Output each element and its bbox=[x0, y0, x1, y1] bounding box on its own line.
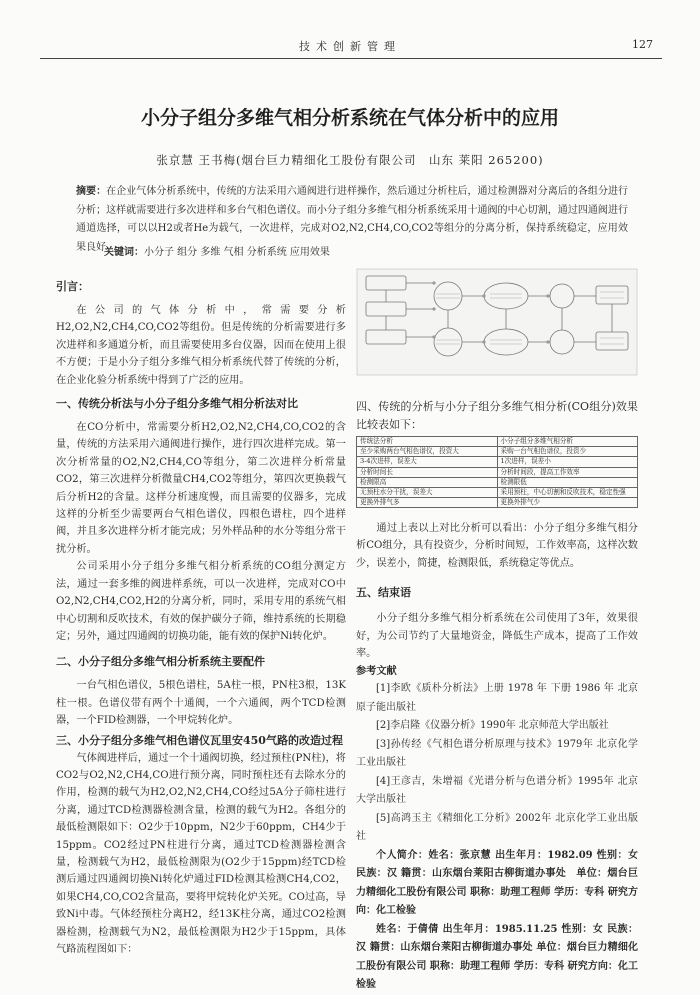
table-cell: 无预柱水分干扰，误差大 bbox=[357, 488, 498, 498]
keywords-text: 小分子 组分 多维 气相 分析系统 应用效果 bbox=[144, 247, 330, 258]
section-4-paragraph: 通过上表以上对比分析可以看出：小分子组分多维气相分析CO组分，具有投资少，分析时间短，工作效率高，这样次数少，误差小，简捷，检测限低，系统稳定等优点。 bbox=[356, 523, 638, 569]
section-2-paragraph: 一台气相色谱仪，5根色谱柱，5A柱一根，PN柱3根，13K柱一根。色谱仪带有两个十通阀，一个六通阀，两个TCD检测器，一个FID检测器，一个甲烷转化炉。 bbox=[56, 680, 346, 727]
table-cell: 检测限高 bbox=[357, 477, 498, 487]
article-title: 小分子组分多维气相分析系统在气体分析中的应用 bbox=[140, 107, 559, 129]
section-1-heading: 一、传统分析法与小分子组分多维气相分析法对比 bbox=[56, 397, 298, 411]
table-cell: 更换外排气少 bbox=[497, 498, 638, 508]
table-cell: 3-4次进样，误差大 bbox=[357, 457, 498, 467]
table-row bbox=[357, 457, 638, 467]
gas-flow-diagram-icon bbox=[356, 268, 638, 376]
section-5-heading: 五、结束语 bbox=[356, 586, 411, 600]
section-4-heading: 四、传统的分析与小分子组分多维气相分析(CO组分)效果比较表如下： bbox=[356, 400, 638, 431]
author-bio-2: 姓名：于倩倩 出生年月：1985.11.25 性别：女 民族：汉 籍贯：山东烟台莱阳古柳街道办事处 单位：烟台巨力精细化工股份有限公司 职称：助理工程师 学历：专科 研究方向：化工检验 bbox=[356, 923, 638, 991]
keywords bbox=[104, 243, 624, 258]
table-cell: 采购一台气相色谱仪，投资少 bbox=[497, 447, 638, 457]
author-bios bbox=[356, 847, 638, 995]
references-list bbox=[356, 680, 638, 847]
article-authors: 张京慧 王书梅(烟台巨力精细化工股份有限公司 山东 莱阳 265200) bbox=[156, 153, 544, 167]
abstract-label: 摘要： bbox=[76, 186, 107, 197]
reference-item: [5]高鸿玉主《精细化工分析》2002年 北京化学工业出版社 bbox=[356, 812, 638, 843]
left-column bbox=[56, 278, 346, 958]
table-cell: 至少采购两台气相色谱仪，投资大 bbox=[357, 447, 498, 457]
keywords-label: 关键词： bbox=[104, 247, 144, 258]
table-cell: 1次进样，误差小 bbox=[497, 457, 638, 467]
table-header-row bbox=[357, 437, 638, 447]
abstract-text: 在企业气体分析系统中，传统的方法采用六通阀进行进样操作，然后通过分析柱后，通过检测器对分离后的各组分进行分析；这样就需要进行多次进样和多台气相色谱仪。而小分子组分多维气相分析系统采用十通阀的中心切割，通过四通阀进行通道选择，可以以H2或者He为载气，一次进样，完成对O2,N2,CH4,CO,CO2等组分的分离分析，保持系统稳定，应用效果良好。 bbox=[76, 186, 629, 253]
table-row bbox=[357, 477, 638, 487]
page-number: 127 bbox=[632, 38, 653, 51]
intro-heading: 引言： bbox=[56, 280, 89, 293]
intro-paragraph: 在公司的气体分析中，常需要分析H2,O2,N2,CH4,CO,CO2等组份。但是传统的分析需要进行多次进样和多通道分析，而且需要使用多台仪器，因而在使用上很不方便；于是小分子组分多维气相分析系统代替了传统的分析，在企业化验分析系统中得到了广泛的应用。 bbox=[56, 305, 346, 386]
table-cell: 分析时间长 bbox=[357, 467, 498, 477]
table-row bbox=[357, 467, 638, 477]
section-1-paragraph-2: 公司采用小分子组分多维气相分析系统的CO组分测定方法，通过一套多维的阀进样系统，可以一次进样，完成对CO中O2,N2,CH4,CO2,H2的分离分析，同时，采用专用的系统气相中心切割和反吹技术，有效的保护碳分子筛，维持系统的长期稳定；另外，通过四通阀的切换功能，能有效的保护Ni转化炉。 bbox=[56, 561, 346, 642]
right-column bbox=[356, 398, 638, 434]
references-heading: 参考文献 bbox=[356, 665, 397, 678]
section-3-paragraph: 气体阀进样后，通过一个十通阀切换，经过预柱(PN柱)，将CO2与O2,N2,CH4,CO进行预分离，同时预柱还有去除水分的作用，检测的载气为H2,O2,N2,CH4,CO经过5A分子筛柱进行分离，通过TCD检测器检测含量，检测的载气为H2。各组分的最低检测限如下：O2少于10ppm，N2少于60ppm，CH4少于15ppm。CO2经过PN柱进行分离，通过TCD检测器检测含量，检测载气为H2，最低检测限为(O2少于15ppm)经TCD检测后通过四通阀切换Ni转化炉通过FID检测其检测CH4,CO2，如果CH4,CO,CO2含量高，要将甲烷转化炉关死。CO过高，导致Ni中毒。气体经预柱分离H2，经13K柱分离，通过CO2检测器检测，检测载气为N2，最低检测限为H2少于15ppm，具体气路流程图如下： bbox=[56, 752, 346, 955]
reference-item: [1]李欧《质朴分析法》上册 1978 年 下册 1986 年 北京原子能出版社 bbox=[356, 683, 638, 713]
reference-item: [4]王彦吉，朱增福《光谱分析与色谱分析》1995年 北京大学出版社 bbox=[356, 775, 638, 806]
table-cell: 检测限低 bbox=[497, 477, 638, 487]
section-2-heading: 二、小分子组分多维气相分析系统主要配件 bbox=[56, 655, 265, 669]
right-column-lower bbox=[356, 520, 638, 995]
reference-item: [2]李启隆《仪器分析》1990年 北京师范大学出版社 bbox=[376, 720, 609, 732]
table-cell: 分析时间段，提高工作效率 bbox=[497, 467, 638, 477]
author-bio-1: 个人简介：姓名：张京慧 出生年月：1982.09 性别：女 民族：汉 籍贯：山东烟台莱阳古柳街道办事处 单位：烟台巨力精细化工股份有限公司 职称：助理工程师 学历：专科 研究方向：化工检验 bbox=[356, 849, 638, 917]
section-1-paragraph-1: 在CO分析中，常需要分析H2,O2,N2,CH4,CO,CO2的含量，传统的方法采用六通阀进行操作，进行四次进样完成。第一次分析常量的O2,N2,CH4,CO等组分，第二次进样分析常量CO2，第三次进样分析微量CH4,CO2等组分，第四次更换载气后分析H2的含量。这样分析速度慢，而且需要的仪器多，完成这样的分析至少需要两台气相色谱仪，四根色谱柱，四个进样阀，并且多次进样分析才能完成；另外样品种的水分等组分常干扰分析。 bbox=[56, 422, 346, 555]
comparison-table bbox=[356, 436, 638, 508]
table-header-cell: 传统法分析 bbox=[357, 437, 498, 447]
table-row bbox=[357, 447, 638, 457]
table-row bbox=[357, 498, 638, 508]
header-rule bbox=[40, 58, 662, 59]
reference-item: [3]孙传经《气相色谱分析原理与技术》1979年 北京化学工业出版社 bbox=[356, 738, 638, 769]
section-5-paragraph: 小分子组分多维气相分析系统在公司使用了3年，效果很好，为公司节约了大量地资金，降低生产成本，提高了工作效率。 bbox=[356, 613, 638, 660]
gas-flow-diagram bbox=[356, 268, 638, 376]
comparison-table-wrap bbox=[356, 436, 638, 508]
table-cell: 采用预柱，中心切割和反吹技术，稳定性强 bbox=[497, 488, 638, 498]
table-row bbox=[357, 488, 638, 498]
table-cell: 更换外排气多 bbox=[357, 498, 498, 508]
section-3-heading: 三、小分子组分多维气相色谱仪瓦里安450气路的改造过程 bbox=[56, 733, 343, 747]
running-header: 技术创新管理 bbox=[299, 40, 401, 53]
table-header-cell: 小分子组分多维气相分析 bbox=[497, 437, 638, 447]
